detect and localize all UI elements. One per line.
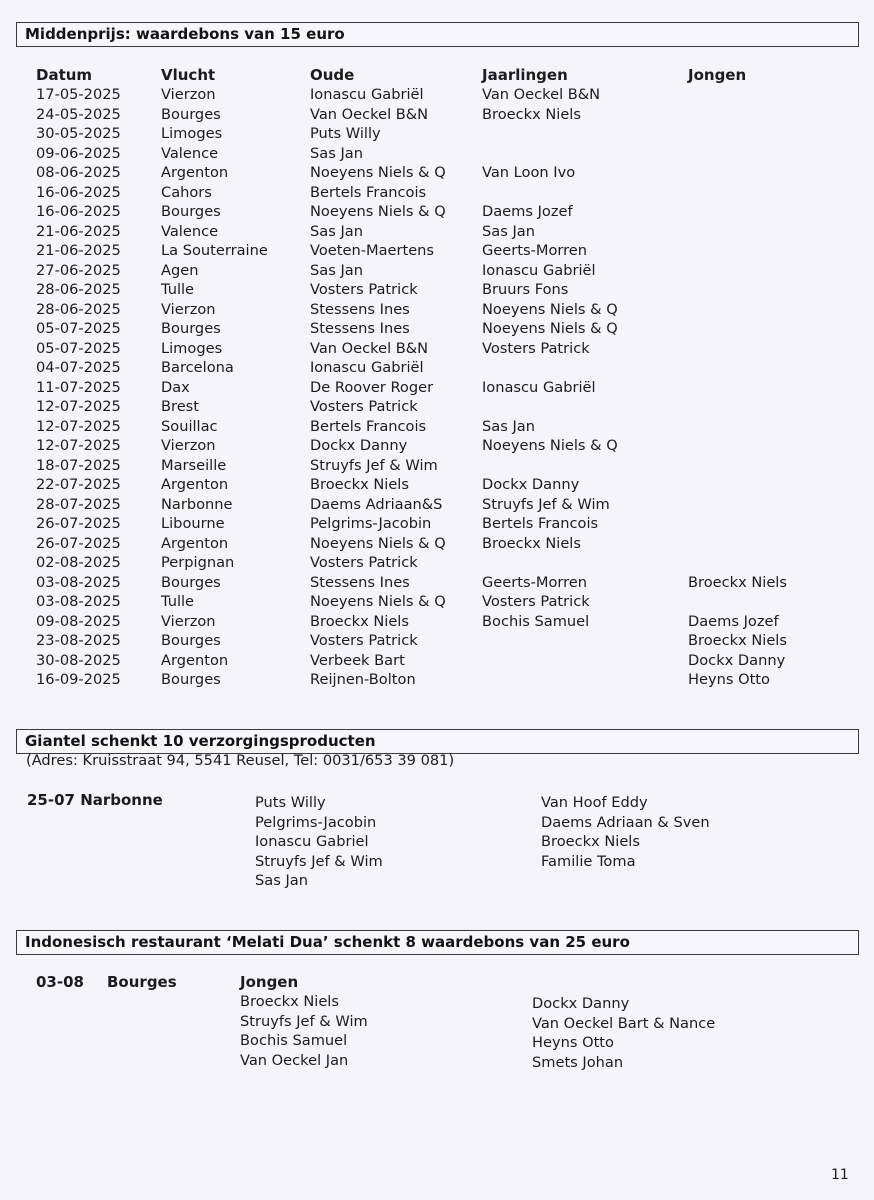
- cell-vlucht: Bourges: [161, 671, 221, 688]
- table-row: [0, 241, 874, 261]
- table-row: [0, 573, 874, 593]
- table-row: [0, 397, 874, 417]
- cell-datum: 28-06-2025: [36, 281, 121, 298]
- winner-name: Struyfs Jef & Wim: [240, 1012, 368, 1030]
- table-row: [0, 105, 874, 125]
- cell-jaarlingen: Sas Jan: [482, 417, 535, 435]
- cell-vlucht: Argenton: [161, 476, 229, 493]
- cell-datum: 24-05-2025: [36, 105, 121, 123]
- cell-vlucht: Limoges: [161, 125, 223, 142]
- winner-name: Bochis Samuel: [240, 1032, 348, 1049]
- cell-jaarlingen: Sas Jan: [482, 222, 535, 240]
- cell-vlucht: Cahors: [161, 183, 212, 201]
- cell-vlucht: Vierzon: [161, 300, 216, 318]
- giantel-address: (Adres: Kruisstraat 94, 5541 Reusel, Tel: 0031/653 39 081): [26, 752, 455, 769]
- table-row: [0, 300, 874, 320]
- table-row: [0, 222, 874, 242]
- header-jaarlingen: Jaarlingen: [482, 66, 568, 84]
- cell-datum: 23-08-2025: [36, 632, 121, 649]
- section-title-melati: Indonesisch restaurant ‘Melati Dua’ schenkt 8 waardebons van 25 euro: [16, 930, 859, 955]
- winner-name: Van Oeckel Jan: [240, 1051, 349, 1069]
- winner-name: Broeckx Niels: [240, 993, 339, 1010]
- cell-datum: 05-07-2025: [36, 320, 121, 337]
- table-row: [0, 261, 874, 281]
- cell-vlucht: Vierzon: [161, 86, 216, 103]
- cell-datum: 05-07-2025: [36, 339, 121, 357]
- table-row: [0, 163, 874, 183]
- cell-jongen: Heyns Otto: [688, 671, 770, 688]
- cell-vlucht: Barcelona: [161, 359, 234, 376]
- cell-datum: 12-07-2025: [36, 437, 121, 454]
- cell-datum: 16-06-2025: [36, 203, 121, 220]
- cell-oude: Sas Jan: [310, 261, 363, 279]
- cell-datum: 08-06-2025: [36, 164, 121, 181]
- cell-oude: Stessens Ines: [310, 573, 410, 591]
- cell-datum: 30-08-2025: [36, 651, 121, 669]
- cell-oude: Van Oeckel B&N: [310, 339, 429, 357]
- cell-oude: Puts Willy: [310, 125, 381, 142]
- table-row: [0, 202, 874, 222]
- cell-vlucht: Agen: [161, 261, 199, 279]
- cell-oude: Sas Jan: [310, 144, 363, 162]
- table-row: [0, 144, 874, 164]
- header-oude: Oude: [310, 66, 355, 84]
- cell-jaarlingen: Ionascu Gabriël: [482, 378, 596, 396]
- cell-jaarlingen: Daems Jozef: [482, 203, 573, 220]
- cell-datum: 03-08-2025: [36, 573, 121, 591]
- cell-datum: 27-06-2025: [36, 261, 121, 279]
- section-title-giantel: Giantel schenkt 10 verzorgingsproducten: [16, 729, 859, 754]
- cell-oude: Ionascu Gabriël: [310, 359, 424, 376]
- cell-oude: Noeyens Niels & Q: [310, 593, 446, 610]
- cell-datum: 22-07-2025: [36, 476, 121, 493]
- header-datum: Datum: [36, 66, 93, 84]
- cell-jongen: Daems Jozef: [688, 612, 779, 630]
- cell-oude: Vosters Patrick: [310, 398, 418, 415]
- cell-oude: Broeckx Niels: [310, 612, 409, 630]
- table-row: [0, 456, 874, 476]
- winner-name: Puts Willy: [255, 794, 326, 811]
- table-row: [0, 183, 874, 203]
- winner-name: Struyfs Jef & Wim: [255, 852, 383, 870]
- cell-datum: 21-06-2025: [36, 242, 121, 259]
- cell-vlucht: Argenton: [161, 651, 229, 669]
- cell-oude: Sas Jan: [310, 222, 363, 240]
- cell-oude: Vosters Patrick: [310, 281, 418, 298]
- cell-datum: 09-06-2025: [36, 144, 121, 162]
- cell-oude: Dockx Danny: [310, 437, 408, 454]
- melati-winners-left: [240, 992, 368, 1070]
- cell-datum: 02-08-2025: [36, 554, 121, 571]
- cell-datum: 09-08-2025: [36, 612, 121, 630]
- cell-jaarlingen: Noeyens Niels & Q: [482, 320, 618, 337]
- table-row: [0, 124, 874, 144]
- melati-flight: Bourges: [107, 973, 177, 991]
- winner-name: Van Hoof Eddy: [541, 794, 648, 811]
- melati-date: 03-08: [36, 973, 84, 991]
- cell-vlucht: Bourges: [161, 632, 221, 649]
- giantel-winners-right: [541, 793, 710, 871]
- cell-vlucht: Perpignan: [161, 554, 235, 571]
- cell-oude: Noeyens Niels & Q: [310, 534, 446, 552]
- cell-datum: 16-06-2025: [36, 183, 121, 201]
- cell-oude: Verbeek Bart: [310, 651, 405, 669]
- cell-oude: Pelgrims-Jacobin: [310, 515, 432, 532]
- cell-oude: Vosters Patrick: [310, 632, 418, 649]
- header-jongen: Jongen: [688, 66, 747, 84]
- cell-datum: 28-06-2025: [36, 300, 121, 318]
- cell-datum: 11-07-2025: [36, 378, 121, 396]
- cell-oude: Broeckx Niels: [310, 476, 409, 493]
- cell-datum: 21-06-2025: [36, 222, 121, 240]
- winner-name: Sas Jan: [255, 872, 308, 889]
- cell-vlucht: Bourges: [161, 320, 221, 337]
- cell-vlucht: Bourges: [161, 573, 221, 591]
- cell-oude: Ionascu Gabriël: [310, 86, 424, 103]
- cell-vlucht: Tulle: [161, 593, 195, 610]
- cell-datum: 26-07-2025: [36, 515, 121, 532]
- cell-jaarlingen: Broeckx Niels: [482, 534, 581, 552]
- header-vlucht: Vlucht: [161, 66, 216, 84]
- cell-jaarlingen: Geerts-Morren: [482, 242, 588, 259]
- cell-jaarlingen: Vosters Patrick: [482, 593, 590, 610]
- cell-datum: 18-07-2025: [36, 456, 121, 474]
- cell-jaarlingen: Van Loon Ivo: [482, 164, 576, 181]
- cell-vlucht: Narbonne: [161, 495, 233, 513]
- melati-winners-right: [532, 994, 715, 1072]
- table-row: [0, 358, 874, 378]
- cell-oude: Stessens Ines: [310, 300, 410, 318]
- winner-name: Daems Adriaan & Sven: [541, 813, 710, 831]
- cell-jaarlingen: Bochis Samuel: [482, 612, 590, 630]
- cell-jongen: Broeckx Niels: [688, 573, 787, 591]
- cell-vlucht: Libourne: [161, 515, 225, 532]
- giantel-winners-left: [255, 793, 383, 891]
- table-row: [0, 631, 874, 651]
- winner-name: Heyns Otto: [532, 1034, 614, 1051]
- cell-vlucht: Marseille: [161, 456, 227, 474]
- cell-datum: 03-08-2025: [36, 593, 121, 610]
- cell-vlucht: Vierzon: [161, 612, 216, 630]
- cell-vlucht: Tulle: [161, 281, 195, 298]
- table-row: [0, 651, 874, 671]
- cell-oude: Reijnen-Bolton: [310, 671, 416, 688]
- cell-oude: Vosters Patrick: [310, 554, 418, 571]
- table-row: [0, 553, 874, 573]
- winner-name: Pelgrims-Jacobin: [255, 813, 377, 831]
- cell-jaarlingen: Bertels Francois: [482, 515, 599, 532]
- page-number: 11: [831, 1167, 849, 1183]
- cell-oude: De Roover Roger: [310, 378, 434, 396]
- table-row: [0, 280, 874, 300]
- cell-vlucht: Bourges: [161, 203, 221, 220]
- cell-jaarlingen: Bruurs Fons: [482, 281, 569, 298]
- cell-vlucht: Argenton: [161, 534, 229, 552]
- cell-oude: Daems Adriaan&S: [310, 495, 443, 513]
- cell-datum: 12-07-2025: [36, 398, 121, 415]
- cell-oude: Noeyens Niels & Q: [310, 203, 446, 220]
- cell-vlucht: Valence: [161, 144, 219, 162]
- table-row: [0, 436, 874, 456]
- cell-oude: Bertels Francois: [310, 183, 427, 201]
- table-row: [0, 475, 874, 495]
- cell-vlucht: Dax: [161, 378, 190, 396]
- cell-jaarlingen: Broeckx Niels: [482, 105, 581, 123]
- cell-datum: 28-07-2025: [36, 495, 121, 513]
- cell-jaarlingen: Ionascu Gabriël: [482, 261, 596, 279]
- table-row: [0, 85, 874, 105]
- table-body: [0, 85, 874, 690]
- cell-datum: 16-09-2025: [36, 671, 121, 688]
- cell-oude: Voeten-Maertens: [310, 242, 435, 259]
- cell-vlucht: La Souterraine: [161, 242, 268, 259]
- cell-jaarlingen: Geerts-Morren: [482, 573, 588, 591]
- cell-jongen: Dockx Danny: [688, 651, 786, 669]
- table-row: [0, 339, 874, 359]
- cell-vlucht: Vierzon: [161, 437, 216, 454]
- cell-vlucht: Valence: [161, 222, 219, 240]
- cell-jaarlingen: Noeyens Niels & Q: [482, 300, 618, 318]
- table-row: [0, 534, 874, 554]
- cell-datum: 17-05-2025: [36, 86, 121, 103]
- melati-category: Jongen: [240, 973, 299, 991]
- cell-vlucht: Bourges: [161, 105, 221, 123]
- cell-jaarlingen: Noeyens Niels & Q: [482, 437, 618, 454]
- cell-jongen: Broeckx Niels: [688, 632, 787, 649]
- cell-oude: Van Oeckel B&N: [310, 105, 429, 123]
- table-row: [0, 592, 874, 612]
- cell-datum: 30-05-2025: [36, 125, 121, 142]
- cell-datum: 12-07-2025: [36, 417, 121, 435]
- cell-vlucht: Brest: [161, 398, 199, 415]
- table-row: [0, 514, 874, 534]
- cell-jaarlingen: Struyfs Jef & Wim: [482, 495, 610, 513]
- cell-jaarlingen: Van Oeckel B&N: [482, 86, 601, 103]
- winner-name: Smets Johan: [532, 1053, 624, 1071]
- cell-jaarlingen: Vosters Patrick: [482, 339, 590, 357]
- cell-oude: Stessens Ines: [310, 320, 410, 337]
- cell-oude: Noeyens Niels & Q: [310, 164, 446, 181]
- cell-vlucht: Souillac: [161, 417, 218, 435]
- winner-name: Broeckx Niels: [541, 833, 640, 850]
- cell-datum: 04-07-2025: [36, 359, 121, 376]
- giantel-race: 25-07 Narbonne: [27, 791, 163, 809]
- table-row: [0, 495, 874, 515]
- table-row: [0, 612, 874, 632]
- cell-jaarlingen: Dockx Danny: [482, 476, 580, 493]
- table-row: [0, 417, 874, 437]
- cell-vlucht: Argenton: [161, 164, 229, 181]
- winner-name: Dockx Danny: [532, 995, 630, 1012]
- table-row: [0, 319, 874, 339]
- table-row: [0, 670, 874, 690]
- table-row: [0, 378, 874, 398]
- winner-name: Familie Toma: [541, 852, 636, 870]
- section-title-middenprijs: Middenprijs: waardebons van 15 euro: [16, 22, 859, 47]
- cell-oude: Bertels Francois: [310, 417, 427, 435]
- cell-oude: Struyfs Jef & Wim: [310, 456, 438, 474]
- cell-vlucht: Limoges: [161, 339, 223, 357]
- winner-name: Van Oeckel Bart & Nance: [532, 1014, 716, 1032]
- cell-datum: 26-07-2025: [36, 534, 121, 552]
- winner-name: Ionascu Gabriel: [255, 833, 369, 850]
